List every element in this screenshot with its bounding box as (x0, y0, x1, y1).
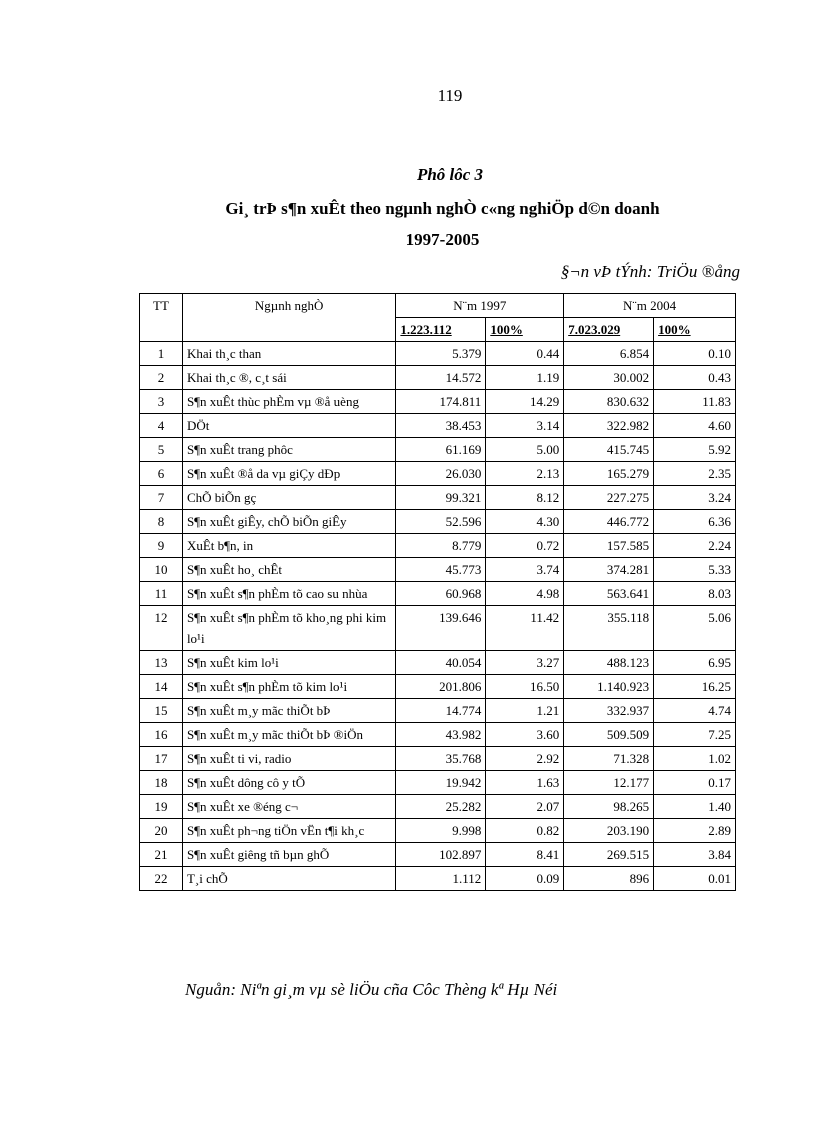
cell-percent-1997: 4.30 (486, 510, 564, 534)
table-row (140, 675, 736, 699)
cell-sector: S¶n xuÊt giêng tñ bµn ghÕ (182, 843, 395, 867)
table-row (140, 438, 736, 462)
cell-sector: S¶n xuÊt m¸y mãc thiÕt bÞ ®iÖn (182, 723, 395, 747)
header-tt: TT (140, 294, 183, 342)
cell-tt: 21 (140, 843, 183, 867)
table-header-row (140, 294, 736, 318)
cell-percent-2004: 5.06 (654, 606, 736, 651)
table-row (140, 462, 736, 486)
cell-value-2004: 71.328 (564, 747, 654, 771)
cell-percent-2004: 2.89 (654, 819, 736, 843)
cell-sector: S¶n xuÊt ph¬ng tiÖn vËn t¶i kh¸c (182, 819, 395, 843)
cell-sector: S¶n xuÊt xe ®éng c¬ (182, 795, 395, 819)
cell-tt: 18 (140, 771, 183, 795)
cell-percent-1997: 14.29 (486, 390, 564, 414)
cell-percent-2004: 3.24 (654, 486, 736, 510)
cell-value-2004: 374.281 (564, 558, 654, 582)
cell-percent-1997: 3.14 (486, 414, 564, 438)
header-year-1997: N¨m 1997 (396, 294, 564, 318)
cell-tt: 15 (140, 699, 183, 723)
cell-value-2004: 488.123 (564, 651, 654, 675)
cell-value-1997: 14.774 (396, 699, 486, 723)
table-row (140, 582, 736, 606)
cell-sector: DÖt (182, 414, 395, 438)
cell-sector: Khai th¸c than (182, 342, 395, 366)
cell-percent-1997: 0.72 (486, 534, 564, 558)
cell-value-1997: 25.282 (396, 795, 486, 819)
cell-value-1997: 19.942 (396, 771, 486, 795)
total-1997-value: 1.223.112 (396, 318, 486, 342)
document-title: Gi¸ trÞ s¶n xuÊt theo ngµnh nghÒ c«ng nghiÖp d©n doanh (225, 199, 660, 218)
cell-tt: 1 (140, 342, 183, 366)
cell-tt: 16 (140, 723, 183, 747)
cell-value-2004: 165.279 (564, 462, 654, 486)
appendix-label: Phô lôc 3 (416, 165, 484, 184)
production-value-table (139, 293, 736, 891)
cell-value-2004: 332.937 (564, 699, 654, 723)
cell-tt: 13 (140, 651, 183, 675)
table-body (140, 342, 736, 891)
cell-percent-1997: 0.09 (486, 867, 564, 891)
table-row (140, 747, 736, 771)
cell-percent-2004: 0.17 (654, 771, 736, 795)
cell-percent-2004: 0.10 (654, 342, 736, 366)
cell-tt: 17 (140, 747, 183, 771)
cell-tt: 2 (140, 366, 183, 390)
cell-sector: S¶n xuÊt s¶n phÈm tõ kim lo¹i (182, 675, 395, 699)
cell-tt: 20 (140, 819, 183, 843)
cell-tt: 9 (140, 534, 183, 558)
cell-percent-2004: 5.92 (654, 438, 736, 462)
cell-value-2004: 896 (564, 867, 654, 891)
table-row (140, 819, 736, 843)
cell-percent-1997: 2.07 (486, 795, 564, 819)
cell-value-1997: 61.169 (396, 438, 486, 462)
total-1997-percent: 100% (486, 318, 564, 342)
cell-value-2004: 509.509 (564, 723, 654, 747)
cell-sector: S¶n xuÊt ®å da vµ giÇy dÐp (182, 462, 395, 486)
cell-percent-1997: 11.42 (486, 606, 564, 651)
cell-value-2004: 12.177 (564, 771, 654, 795)
cell-value-1997: 52.596 (396, 510, 486, 534)
cell-percent-2004: 1.02 (654, 747, 736, 771)
cell-percent-2004: 16.25 (654, 675, 736, 699)
cell-percent-2004: 3.84 (654, 843, 736, 867)
unit-note: §¬n vÞ tÝnh: TriÖu ®ång (560, 262, 740, 281)
cell-percent-2004: 4.74 (654, 699, 736, 723)
table-row (140, 486, 736, 510)
cell-sector: ChÕ biÕn gç (182, 486, 395, 510)
cell-tt: 22 (140, 867, 183, 891)
cell-tt: 12 (140, 606, 183, 651)
cell-percent-1997: 1.21 (486, 699, 564, 723)
cell-value-1997: 60.968 (396, 582, 486, 606)
table-row (140, 771, 736, 795)
cell-value-2004: 563.641 (564, 582, 654, 606)
cell-percent-1997: 2.92 (486, 747, 564, 771)
cell-percent-2004: 2.24 (654, 534, 736, 558)
cell-value-1997: 26.030 (396, 462, 486, 486)
cell-percent-1997: 1.19 (486, 366, 564, 390)
table-row (140, 534, 736, 558)
cell-value-1997: 43.982 (396, 723, 486, 747)
page-number: 119 (437, 86, 463, 105)
cell-percent-1997: 8.41 (486, 843, 564, 867)
cell-sector: S¶n xuÊt ho¸ chÊt (182, 558, 395, 582)
table-row (140, 699, 736, 723)
cell-percent-1997: 5.00 (486, 438, 564, 462)
cell-sector: XuÊt b¶n, in (182, 534, 395, 558)
cell-sector: T¸i chÕ (182, 867, 395, 891)
table-row (140, 843, 736, 867)
table-row (140, 510, 736, 534)
table-row (140, 723, 736, 747)
table-row (140, 366, 736, 390)
cell-percent-1997: 1.63 (486, 771, 564, 795)
cell-value-1997: 14.572 (396, 366, 486, 390)
cell-percent-1997: 0.82 (486, 819, 564, 843)
cell-value-2004: 6.854 (564, 342, 654, 366)
cell-value-1997: 8.779 (396, 534, 486, 558)
source-note: Nguån: Niªn gi¸m vµ sè liÖu cña Côc Thèng kª Hµ Néi (185, 980, 558, 999)
cell-sector: S¶n xuÊt dông cô y tÕ (182, 771, 395, 795)
cell-tt: 3 (140, 390, 183, 414)
cell-value-1997: 9.998 (396, 819, 486, 843)
table-row (140, 390, 736, 414)
table-row (140, 795, 736, 819)
cell-value-1997: 40.054 (396, 651, 486, 675)
cell-tt: 19 (140, 795, 183, 819)
table-row (140, 558, 736, 582)
cell-percent-2004: 8.03 (654, 582, 736, 606)
cell-value-1997: 102.897 (396, 843, 486, 867)
cell-value-1997: 5.379 (396, 342, 486, 366)
cell-tt: 4 (140, 414, 183, 438)
cell-percent-2004: 1.40 (654, 795, 736, 819)
cell-value-2004: 415.745 (564, 438, 654, 462)
cell-sector: Khai th¸c ®, c¸t sái (182, 366, 395, 390)
cell-sector: S¶n xuÊt ti vi, radio (182, 747, 395, 771)
cell-percent-1997: 16.50 (486, 675, 564, 699)
cell-percent-2004: 11.83 (654, 390, 736, 414)
cell-value-1997: 139.646 (396, 606, 486, 651)
cell-percent-1997: 3.27 (486, 651, 564, 675)
cell-percent-2004: 0.43 (654, 366, 736, 390)
cell-value-2004: 203.190 (564, 819, 654, 843)
cell-percent-1997: 3.60 (486, 723, 564, 747)
table-row (140, 342, 736, 366)
cell-percent-1997: 2.13 (486, 462, 564, 486)
cell-sector: S¶n xuÊt giÊy, chÕ biÕn giÊy (182, 510, 395, 534)
cell-value-2004: 446.772 (564, 510, 654, 534)
cell-value-2004: 1.140.923 (564, 675, 654, 699)
cell-value-1997: 201.806 (396, 675, 486, 699)
cell-value-2004: 157.585 (564, 534, 654, 558)
cell-value-2004: 355.118 (564, 606, 654, 651)
cell-value-1997: 174.811 (396, 390, 486, 414)
cell-tt: 7 (140, 486, 183, 510)
header-year-2004: N¨m 2004 (564, 294, 736, 318)
cell-sector: S¶n xuÊt s¶n phÈm tõ kho¸ng phi kim lo¹i (182, 606, 395, 651)
cell-percent-2004: 2.35 (654, 462, 736, 486)
cell-sector: S¶n xuÊt kim lo¹i (182, 651, 395, 675)
cell-sector: S¶n xuÊt thùc phÈm vµ ®å uèng (182, 390, 395, 414)
cell-tt: 14 (140, 675, 183, 699)
cell-percent-2004: 6.95 (654, 651, 736, 675)
cell-sector: S¶n xuÊt s¶n phÈm tõ cao su nhùa (182, 582, 395, 606)
table-row (140, 414, 736, 438)
cell-value-2004: 322.982 (564, 414, 654, 438)
total-2004-percent: 100% (654, 318, 736, 342)
cell-percent-1997: 8.12 (486, 486, 564, 510)
cell-value-2004: 98.265 (564, 795, 654, 819)
cell-tt: 10 (140, 558, 183, 582)
year-range: 1997-2005 (405, 230, 480, 249)
cell-value-2004: 227.275 (564, 486, 654, 510)
cell-value-2004: 830.632 (564, 390, 654, 414)
total-2004-value: 7.023.029 (564, 318, 654, 342)
cell-tt: 6 (140, 462, 183, 486)
cell-percent-2004: 5.33 (654, 558, 736, 582)
cell-value-2004: 30.002 (564, 366, 654, 390)
cell-value-1997: 35.768 (396, 747, 486, 771)
cell-value-2004: 269.515 (564, 843, 654, 867)
cell-sector: S¶n xuÊt trang phôc (182, 438, 395, 462)
cell-percent-2004: 6.36 (654, 510, 736, 534)
cell-percent-1997: 3.74 (486, 558, 564, 582)
cell-percent-1997: 0.44 (486, 342, 564, 366)
table-row (140, 606, 736, 651)
cell-value-1997: 99.321 (396, 486, 486, 510)
cell-tt: 5 (140, 438, 183, 462)
cell-tt: 8 (140, 510, 183, 534)
cell-tt: 11 (140, 582, 183, 606)
cell-value-1997: 1.112 (396, 867, 486, 891)
table-row (140, 867, 736, 891)
cell-value-1997: 45.773 (396, 558, 486, 582)
table-row (140, 651, 736, 675)
cell-percent-2004: 0.01 (654, 867, 736, 891)
cell-percent-2004: 4.60 (654, 414, 736, 438)
header-sector: Ngµnh nghÒ (182, 294, 395, 342)
cell-percent-2004: 7.25 (654, 723, 736, 747)
cell-percent-1997: 4.98 (486, 582, 564, 606)
cell-value-1997: 38.453 (396, 414, 486, 438)
cell-sector: S¶n xuÊt m¸y mãc thiÕt bÞ (182, 699, 395, 723)
